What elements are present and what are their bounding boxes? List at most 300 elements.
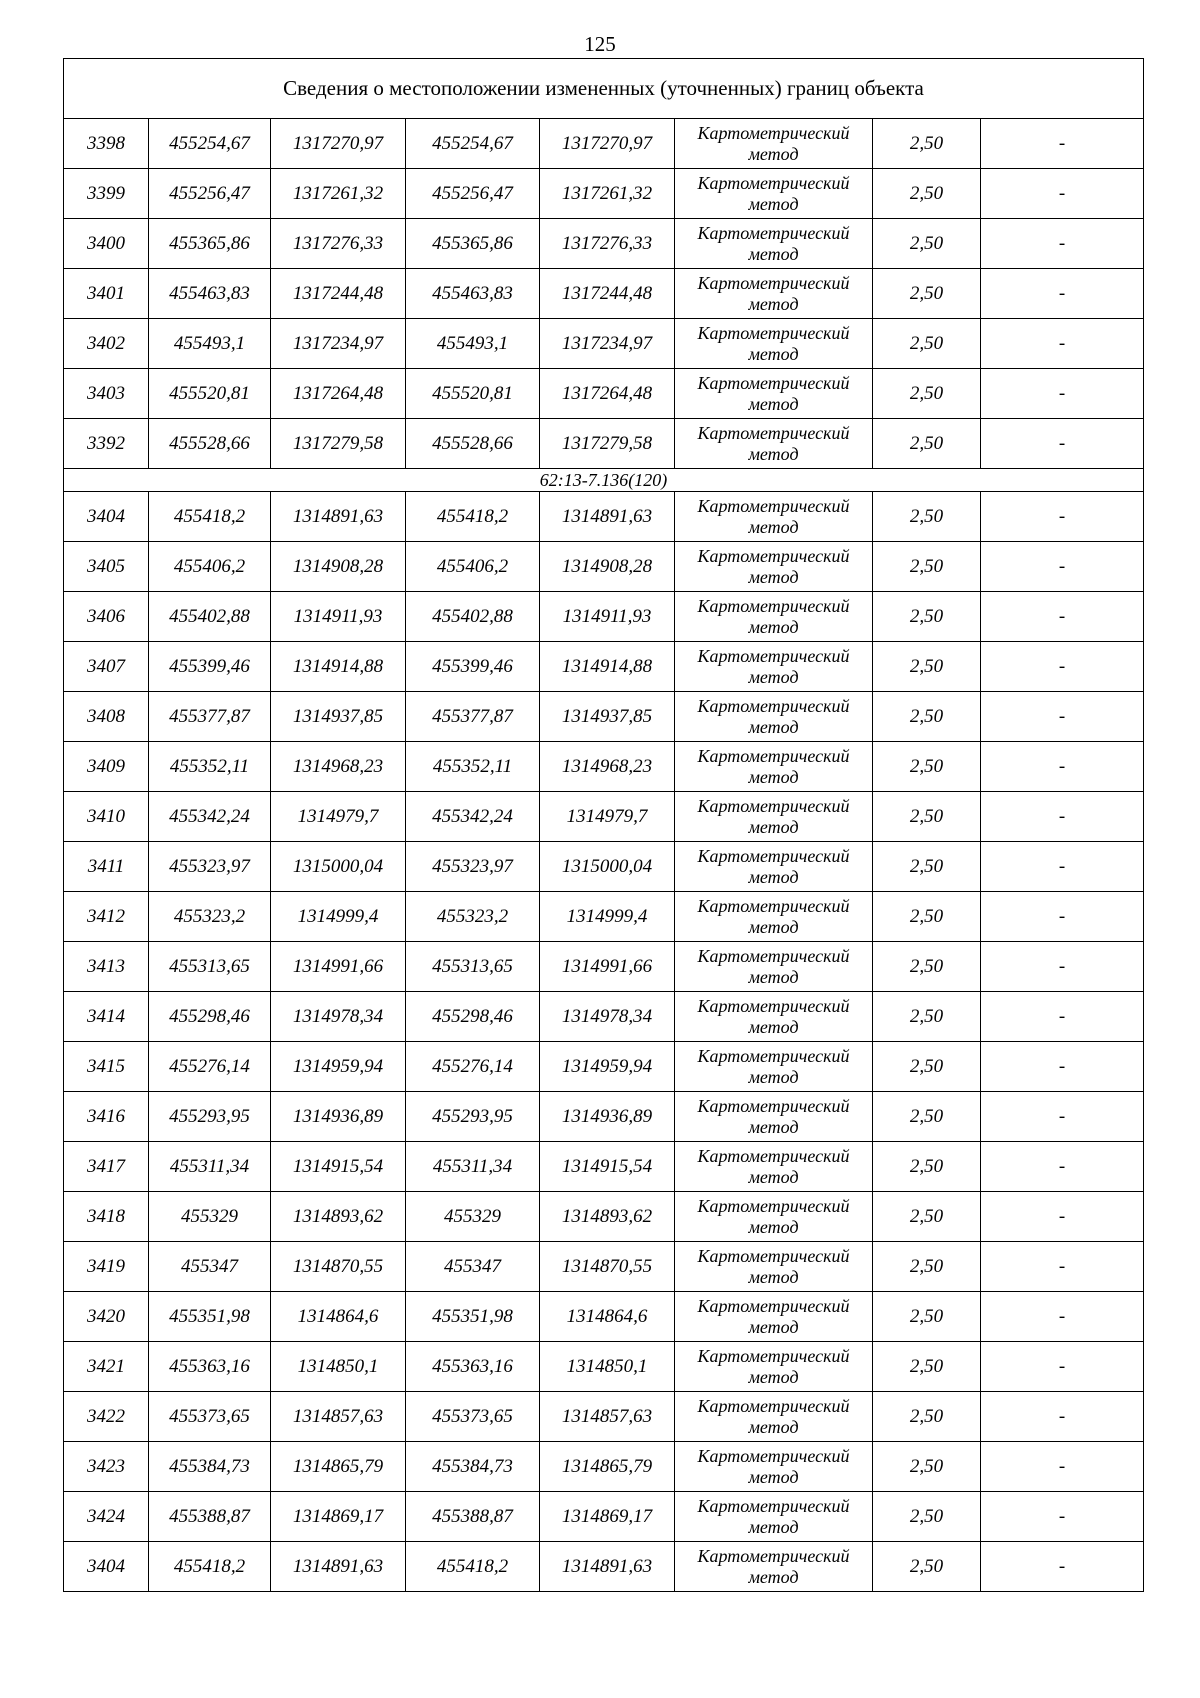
x-refined-cell: 455528,66 — [406, 419, 540, 469]
y-existing-cell: 1314937,85 — [271, 692, 406, 742]
y-refined-cell: 1314893,62 — [540, 1192, 675, 1242]
accuracy-cell: 2,50 — [873, 892, 981, 942]
y-existing-cell: 1314991,66 — [271, 942, 406, 992]
description-cell: - — [981, 1142, 1144, 1192]
table-row — [64, 1342, 1144, 1392]
method-cell — [675, 169, 873, 219]
point-number-cell: 3421 — [64, 1342, 149, 1392]
y-refined-cell: 1314891,63 — [540, 492, 675, 542]
x-existing-cell: 455373,65 — [149, 1392, 271, 1442]
y-existing-cell: 1314968,23 — [271, 742, 406, 792]
y-existing-cell: 1314869,17 — [271, 1492, 406, 1542]
method-cell — [675, 942, 873, 992]
x-existing-cell: 455377,87 — [149, 692, 271, 742]
y-existing-cell: 1317244,48 — [271, 269, 406, 319]
y-refined-cell: 1315000,04 — [540, 842, 675, 892]
x-refined-cell: 455298,46 — [406, 992, 540, 1042]
accuracy-cell: 2,50 — [873, 119, 981, 169]
x-existing-cell: 455384,73 — [149, 1442, 271, 1492]
method-line-1: Картометрический — [697, 795, 850, 816]
method-line-2: метод — [748, 966, 799, 987]
x-refined-cell: 455377,87 — [406, 692, 540, 742]
accuracy-cell: 2,50 — [873, 792, 981, 842]
x-refined-cell: 455399,46 — [406, 642, 540, 692]
table-row — [64, 1442, 1144, 1492]
point-number-cell: 3414 — [64, 992, 149, 1042]
table-row — [64, 1092, 1144, 1142]
point-number-cell: 3423 — [64, 1442, 149, 1492]
point-number-cell: 3406 — [64, 592, 149, 642]
accuracy-cell: 2,50 — [873, 219, 981, 269]
method-line-2: метод — [748, 1316, 799, 1337]
x-existing-cell: 455352,11 — [149, 742, 271, 792]
method-cell — [675, 1442, 873, 1492]
y-refined-cell: 1317261,32 — [540, 169, 675, 219]
y-refined-cell: 1317234,97 — [540, 319, 675, 369]
method-cell — [675, 992, 873, 1042]
point-number-cell: 3405 — [64, 542, 149, 592]
method-line-2: метод — [748, 243, 799, 264]
x-existing-cell: 455256,47 — [149, 169, 271, 219]
description-cell: - — [981, 1342, 1144, 1392]
method-cell — [675, 1492, 873, 1542]
y-existing-cell: 1314870,55 — [271, 1242, 406, 1292]
x-existing-cell: 455399,46 — [149, 642, 271, 692]
table-row — [64, 692, 1144, 742]
description-cell: - — [981, 992, 1144, 1042]
accuracy-cell: 2,50 — [873, 1292, 981, 1342]
point-number-cell: 3402 — [64, 319, 149, 369]
description-cell: - — [981, 1092, 1144, 1142]
x-refined-cell: 455388,87 — [406, 1492, 540, 1542]
description-cell: - — [981, 1192, 1144, 1242]
table-row — [64, 892, 1144, 942]
x-existing-cell: 455493,1 — [149, 319, 271, 369]
method-line-2: метод — [748, 1166, 799, 1187]
point-number-cell: 3407 — [64, 642, 149, 692]
x-refined-cell: 455323,97 — [406, 842, 540, 892]
table-row — [64, 592, 1144, 642]
point-number-cell: 3404 — [64, 1542, 149, 1592]
accuracy-cell: 2,50 — [873, 319, 981, 369]
x-existing-cell: 455365,86 — [149, 219, 271, 269]
x-refined-cell: 455373,65 — [406, 1392, 540, 1442]
x-refined-cell: 455311,34 — [406, 1142, 540, 1192]
y-refined-cell: 1314914,88 — [540, 642, 675, 692]
x-refined-cell: 455384,73 — [406, 1442, 540, 1492]
x-existing-cell: 455363,16 — [149, 1342, 271, 1392]
point-number-cell: 3411 — [64, 842, 149, 892]
method-line-2: метод — [748, 1016, 799, 1037]
description-cell: - — [981, 369, 1144, 419]
y-refined-cell: 1314979,7 — [540, 792, 675, 842]
y-existing-cell: 1314914,88 — [271, 642, 406, 692]
table-row — [64, 1142, 1144, 1192]
description-cell: - — [981, 1442, 1144, 1492]
accuracy-cell: 2,50 — [873, 492, 981, 542]
method-cell — [675, 1542, 873, 1592]
accuracy-cell: 2,50 — [873, 1342, 981, 1392]
table-row — [64, 119, 1144, 169]
x-existing-cell: 455323,2 — [149, 892, 271, 942]
x-refined-cell: 455323,2 — [406, 892, 540, 942]
x-existing-cell: 455418,2 — [149, 1542, 271, 1592]
point-number-cell: 3403 — [64, 369, 149, 419]
y-existing-cell: 1314865,79 — [271, 1442, 406, 1492]
y-refined-cell: 1317264,48 — [540, 369, 675, 419]
y-refined-cell: 1314978,34 — [540, 992, 675, 1042]
y-existing-cell: 1314911,93 — [271, 592, 406, 642]
method-line-1: Картометрический — [697, 422, 850, 443]
point-number-cell: 3400 — [64, 219, 149, 269]
x-refined-cell: 455329 — [406, 1192, 540, 1242]
method-line-2: метод — [748, 1416, 799, 1437]
y-existing-cell: 1314915,54 — [271, 1142, 406, 1192]
method-line-2: метод — [748, 293, 799, 314]
accuracy-cell: 2,50 — [873, 169, 981, 219]
accuracy-cell: 2,50 — [873, 1392, 981, 1442]
y-existing-cell: 1314893,62 — [271, 1192, 406, 1242]
x-refined-cell: 455313,65 — [406, 942, 540, 992]
description-cell: - — [981, 642, 1144, 692]
x-existing-cell: 455311,34 — [149, 1142, 271, 1192]
accuracy-cell: 2,50 — [873, 1442, 981, 1492]
x-existing-cell: 455406,2 — [149, 542, 271, 592]
method-cell — [675, 1292, 873, 1342]
x-refined-cell: 455365,86 — [406, 219, 540, 269]
y-existing-cell: 1317276,33 — [271, 219, 406, 269]
accuracy-cell: 2,50 — [873, 1092, 981, 1142]
method-line-2: метод — [748, 516, 799, 537]
y-refined-cell: 1314850,1 — [540, 1342, 675, 1392]
table-row — [64, 1292, 1144, 1342]
method-line-2: метод — [748, 443, 799, 464]
x-existing-cell: 455347 — [149, 1242, 271, 1292]
y-existing-cell: 1314857,63 — [271, 1392, 406, 1442]
method-cell — [675, 1242, 873, 1292]
table-row — [64, 1542, 1144, 1592]
method-line-1: Картометрический — [697, 372, 850, 393]
point-number-cell: 3419 — [64, 1242, 149, 1292]
method-line-2: метод — [748, 916, 799, 937]
table-row — [64, 842, 1144, 892]
y-refined-cell: 1314915,54 — [540, 1142, 675, 1192]
method-cell — [675, 842, 873, 892]
x-refined-cell: 455342,24 — [406, 792, 540, 842]
method-line-2: метод — [748, 1066, 799, 1087]
method-line-1: Картометрический — [697, 1045, 850, 1066]
method-line-1: Картометрический — [697, 272, 850, 293]
method-line-2: метод — [748, 193, 799, 214]
y-existing-cell: 1314891,63 — [271, 1542, 406, 1592]
method-cell — [675, 319, 873, 369]
x-refined-cell: 455293,95 — [406, 1092, 540, 1142]
description-cell: - — [981, 319, 1144, 369]
description-cell: - — [981, 542, 1144, 592]
description-cell: - — [981, 692, 1144, 742]
method-line-1: Картометрический — [697, 172, 850, 193]
x-existing-cell: 455388,87 — [149, 1492, 271, 1542]
accuracy-cell: 2,50 — [873, 1042, 981, 1092]
method-line-1: Картометрический — [697, 995, 850, 1016]
accuracy-cell: 2,50 — [873, 1242, 981, 1292]
method-cell — [675, 1092, 873, 1142]
y-refined-cell: 1314991,66 — [540, 942, 675, 992]
x-existing-cell: 455276,14 — [149, 1042, 271, 1092]
accuracy-cell: 2,50 — [873, 642, 981, 692]
x-refined-cell: 455254,67 — [406, 119, 540, 169]
method-line-2: метод — [748, 1466, 799, 1487]
point-number-cell: 3392 — [64, 419, 149, 469]
y-refined-cell: 1314968,23 — [540, 742, 675, 792]
point-number-cell: 3424 — [64, 1492, 149, 1542]
y-refined-cell: 1314869,17 — [540, 1492, 675, 1542]
y-existing-cell: 1317261,32 — [271, 169, 406, 219]
description-cell: - — [981, 942, 1144, 992]
table-row — [64, 1392, 1144, 1442]
y-existing-cell: 1317279,58 — [271, 419, 406, 469]
x-existing-cell: 455293,95 — [149, 1092, 271, 1142]
point-number-cell: 3418 — [64, 1192, 149, 1242]
description-cell: - — [981, 1042, 1144, 1092]
y-refined-cell: 1314908,28 — [540, 542, 675, 592]
description-cell: - — [981, 419, 1144, 469]
y-existing-cell: 1314999,4 — [271, 892, 406, 942]
method-line-2: метод — [748, 393, 799, 414]
accuracy-cell: 2,50 — [873, 992, 981, 1042]
y-refined-cell: 1314891,63 — [540, 1542, 675, 1592]
method-cell — [675, 1192, 873, 1242]
x-refined-cell: 455418,2 — [406, 492, 540, 542]
method-line-1: Картометрический — [697, 945, 850, 966]
method-line-1: Картометрический — [697, 1445, 850, 1466]
method-line-2: метод — [748, 566, 799, 587]
y-refined-cell: 1314959,94 — [540, 1042, 675, 1092]
description-cell: - — [981, 892, 1144, 942]
description-cell: - — [981, 119, 1144, 169]
method-line-1: Картометрический — [697, 1395, 850, 1416]
method-line-1: Картометрический — [697, 1095, 850, 1116]
y-existing-cell: 1315000,04 — [271, 842, 406, 892]
x-refined-cell: 455493,1 — [406, 319, 540, 369]
method-line-2: метод — [748, 616, 799, 637]
method-cell — [675, 1142, 873, 1192]
y-refined-cell: 1317279,58 — [540, 419, 675, 469]
x-refined-cell: 455463,83 — [406, 269, 540, 319]
x-refined-cell: 455276,14 — [406, 1042, 540, 1092]
method-cell — [675, 419, 873, 469]
table-row — [64, 169, 1144, 219]
method-line-1: Картометрический — [697, 695, 850, 716]
x-existing-cell: 455351,98 — [149, 1292, 271, 1342]
description-cell: - — [981, 1542, 1144, 1592]
y-refined-cell: 1317276,33 — [540, 219, 675, 269]
accuracy-cell: 2,50 — [873, 542, 981, 592]
point-number-cell: 3416 — [64, 1092, 149, 1142]
method-line-1: Картометрический — [697, 322, 850, 343]
method-line-1: Картометрический — [697, 845, 850, 866]
method-line-1: Картометрический — [697, 122, 850, 143]
x-refined-cell: 455363,16 — [406, 1342, 540, 1392]
point-number-cell: 3401 — [64, 269, 149, 319]
x-refined-cell: 455351,98 — [406, 1292, 540, 1342]
y-existing-cell: 1317270,97 — [271, 119, 406, 169]
y-refined-cell: 1317244,48 — [540, 269, 675, 319]
x-refined-cell: 455347 — [406, 1242, 540, 1292]
y-existing-cell: 1314979,7 — [271, 792, 406, 842]
accuracy-cell: 2,50 — [873, 1192, 981, 1242]
description-cell: - — [981, 169, 1144, 219]
method-line-2: метод — [748, 816, 799, 837]
method-line-2: метод — [748, 716, 799, 737]
y-refined-cell: 1314857,63 — [540, 1392, 675, 1442]
page-number: 125 — [584, 32, 616, 56]
x-existing-cell: 455329 — [149, 1192, 271, 1242]
table-title: Сведения о местоположении измененных (уточненных) границ объекта — [64, 59, 1144, 119]
y-refined-cell: 1314870,55 — [540, 1242, 675, 1292]
y-refined-cell: 1314937,85 — [540, 692, 675, 742]
method-cell — [675, 219, 873, 269]
method-line-1: Картометрический — [697, 1495, 850, 1516]
method-cell — [675, 792, 873, 842]
y-existing-cell: 1314850,1 — [271, 1342, 406, 1392]
accuracy-cell: 2,50 — [873, 1492, 981, 1542]
method-line-1: Картометрический — [697, 595, 850, 616]
x-refined-cell: 455402,88 — [406, 592, 540, 642]
x-refined-cell: 455352,11 — [406, 742, 540, 792]
method-cell — [675, 119, 873, 169]
y-existing-cell: 1317234,97 — [271, 319, 406, 369]
y-refined-cell: 1314911,93 — [540, 592, 675, 642]
description-cell: - — [981, 1492, 1144, 1542]
table-title-row — [64, 59, 1144, 119]
x-refined-cell: 455520,81 — [406, 369, 540, 419]
table-row — [64, 992, 1144, 1042]
y-existing-cell: 1317264,48 — [271, 369, 406, 419]
point-number-cell: 3404 — [64, 492, 149, 542]
point-number-cell: 3415 — [64, 1042, 149, 1092]
accuracy-cell: 2,50 — [873, 1542, 981, 1592]
description-cell: - — [981, 1242, 1144, 1292]
x-existing-cell: 455463,83 — [149, 269, 271, 319]
method-line-2: метод — [748, 866, 799, 887]
method-line-1: Картометрический — [697, 545, 850, 566]
accuracy-cell: 2,50 — [873, 592, 981, 642]
description-cell: - — [981, 1292, 1144, 1342]
accuracy-cell: 2,50 — [873, 1142, 981, 1192]
x-existing-cell: 455418,2 — [149, 492, 271, 542]
method-line-2: метод — [748, 1366, 799, 1387]
y-refined-cell: 1317270,97 — [540, 119, 675, 169]
accuracy-cell: 2,50 — [873, 742, 981, 792]
method-line-1: Картометрический — [697, 745, 850, 766]
x-refined-cell: 455418,2 — [406, 1542, 540, 1592]
point-number-cell: 3417 — [64, 1142, 149, 1192]
x-existing-cell: 455254,67 — [149, 119, 271, 169]
accuracy-cell: 2,50 — [873, 269, 981, 319]
method-cell — [675, 269, 873, 319]
table-row — [64, 369, 1144, 419]
method-line-2: метод — [748, 1566, 799, 1587]
point-number-cell: 3420 — [64, 1292, 149, 1342]
table-row — [64, 219, 1144, 269]
point-number-cell: 3412 — [64, 892, 149, 942]
table-row — [64, 1492, 1144, 1542]
accuracy-cell: 2,50 — [873, 419, 981, 469]
y-existing-cell: 1314936,89 — [271, 1092, 406, 1142]
method-line-1: Картометрический — [697, 1245, 850, 1266]
x-existing-cell: 455520,81 — [149, 369, 271, 419]
x-existing-cell: 455402,88 — [149, 592, 271, 642]
method-line-1: Картометрический — [697, 895, 850, 916]
method-line-2: метод — [748, 1266, 799, 1287]
method-line-2: метод — [748, 143, 799, 164]
table-row — [64, 542, 1144, 592]
table-row — [64, 642, 1144, 692]
point-number-cell: 3410 — [64, 792, 149, 842]
description-cell: - — [981, 742, 1144, 792]
section-header-row — [64, 469, 1144, 492]
method-cell — [675, 1042, 873, 1092]
y-existing-cell: 1314908,28 — [271, 542, 406, 592]
table-row — [64, 319, 1144, 369]
table-row — [64, 1192, 1144, 1242]
y-refined-cell: 1314864,6 — [540, 1292, 675, 1342]
description-cell: - — [981, 792, 1144, 842]
method-line-2: метод — [748, 1216, 799, 1237]
accuracy-cell: 2,50 — [873, 842, 981, 892]
description-cell: - — [981, 842, 1144, 892]
method-cell — [675, 1392, 873, 1442]
method-line-1: Картометрический — [697, 645, 850, 666]
method-line-1: Картометрический — [697, 495, 850, 516]
method-line-1: Картометрический — [697, 222, 850, 243]
method-line-2: метод — [748, 1116, 799, 1137]
table-row — [64, 1242, 1144, 1292]
table-row — [64, 942, 1144, 992]
method-cell — [675, 492, 873, 542]
method-line-1: Картометрический — [697, 1295, 850, 1316]
table-row — [64, 269, 1144, 319]
method-line-2: метод — [748, 1516, 799, 1537]
table-row — [64, 792, 1144, 842]
x-existing-cell: 455323,97 — [149, 842, 271, 892]
point-number-cell: 3408 — [64, 692, 149, 742]
y-refined-cell: 1314865,79 — [540, 1442, 675, 1492]
method-line-1: Картометрический — [697, 1345, 850, 1366]
y-existing-cell: 1314959,94 — [271, 1042, 406, 1092]
x-refined-cell: 455256,47 — [406, 169, 540, 219]
point-number-cell: 3409 — [64, 742, 149, 792]
method-cell — [675, 692, 873, 742]
table-row — [64, 1042, 1144, 1092]
y-refined-cell: 1314936,89 — [540, 1092, 675, 1142]
accuracy-cell: 2,50 — [873, 369, 981, 419]
x-existing-cell: 455313,65 — [149, 942, 271, 992]
y-existing-cell: 1314978,34 — [271, 992, 406, 1042]
method-cell — [675, 369, 873, 419]
description-cell: - — [981, 1392, 1144, 1442]
method-line-2: метод — [748, 343, 799, 364]
y-refined-cell: 1314999,4 — [540, 892, 675, 942]
accuracy-cell: 2,50 — [873, 942, 981, 992]
description-cell: - — [981, 219, 1144, 269]
method-cell — [675, 742, 873, 792]
method-cell — [675, 642, 873, 692]
method-cell — [675, 592, 873, 642]
point-number-cell: 3422 — [64, 1392, 149, 1442]
method-line-2: метод — [748, 666, 799, 687]
